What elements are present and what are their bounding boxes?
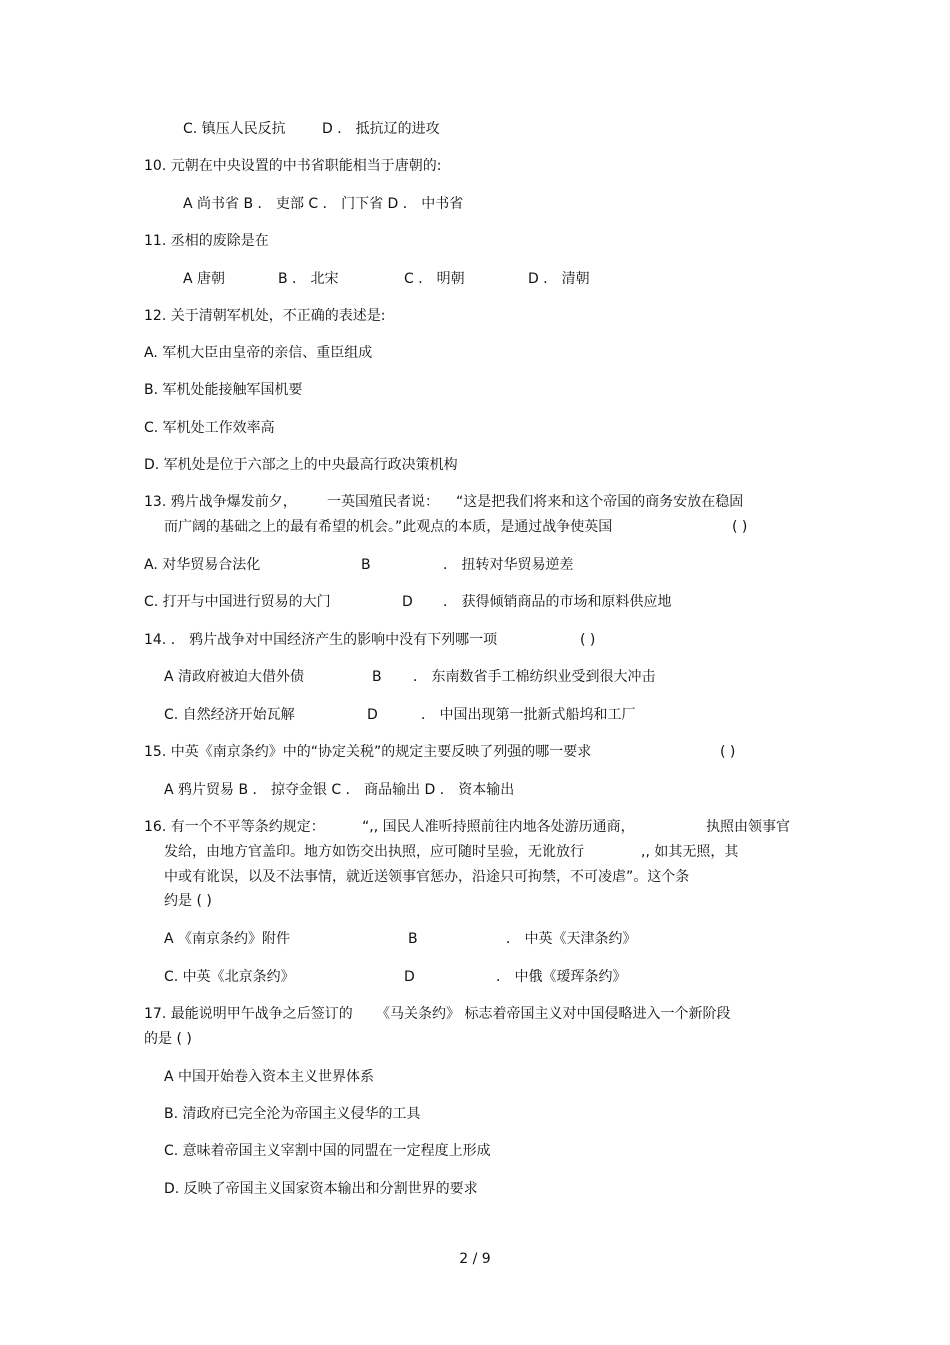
option-d-prev: D ． 抵抗辽的进攻 bbox=[322, 121, 440, 137]
question-13-option-d-letter: D bbox=[402, 594, 413, 610]
question-16-line-4: 约是 ( ) bbox=[164, 893, 212, 909]
question-14: 14. ． 鸦片战争对中国经济产生的影响中没有下列哪一项 bbox=[144, 632, 498, 648]
question-16-part-3: 执照由领事官 bbox=[706, 819, 790, 835]
question-14-answer-blank: ( ) bbox=[580, 632, 596, 648]
question-16-option-d-letter: D bbox=[404, 969, 415, 985]
question-16-line-3: 中或有讹误，以及不法事情，就近送领事官惩办，沿途只可拘禁，不可凌虐”。这个条 bbox=[164, 869, 690, 885]
question-11: 11. 丞相的废除是在 bbox=[144, 233, 269, 249]
option-c-prev: C. 镇压人民反抗 bbox=[183, 121, 286, 137]
question-13-part-1: 13. 鸦片战争爆发前夕， bbox=[144, 494, 297, 510]
question-16-option-b: ． 中英《天津条约》 bbox=[506, 931, 637, 947]
question-14-option-a: A 清政府被迫大借外债 bbox=[164, 669, 305, 685]
question-10: 10. 元朝在中央设置的中书省职能相当于唐朝的: bbox=[144, 158, 442, 174]
question-12: 12. 关于清朝军机处，不正确的表述是: bbox=[144, 308, 386, 324]
question-17-part-1: 17. 最能说明甲午战争之后签订的 bbox=[144, 1006, 353, 1022]
question-14-option-c: C. 自然经济开始瓦解 bbox=[164, 707, 295, 723]
question-15-options: A 鸦片贸易 B ． 掠夺金银 C ． 商品输出 D ． 资本输出 bbox=[164, 782, 515, 798]
question-12-option-d: D. 军机处是位于六部之上的中央最高行政决策机构 bbox=[144, 457, 458, 473]
question-17-option-c: C. 意味着帝国主义宰割中国的同盟在一定程度上形成 bbox=[164, 1143, 491, 1159]
question-11-option-b: B ． 北宋 bbox=[278, 271, 339, 287]
question-13-part-2: 一英国殖民者说： bbox=[327, 494, 439, 510]
question-13-option-d: ． 获得倾销商品的市场和原料供应地 bbox=[443, 594, 672, 610]
question-10-options: A 尚书省 B ． 吏部 C ． 门下省 D ． 中书省 bbox=[183, 196, 464, 212]
question-17-part-2: 《马关条约》 标志着帝国主义对中国侵略进入一个新阶段 bbox=[376, 1006, 731, 1022]
question-17-option-d: D. 反映了帝国主义国家资本输出和分割世界的要求 bbox=[164, 1181, 478, 1197]
question-16-option-b-letter: B bbox=[408, 931, 418, 947]
question-14-option-b-letter: B bbox=[372, 669, 382, 685]
question-16-part-2: “,, 国民人准听持照前往内地各处游历通商， bbox=[362, 819, 635, 835]
question-13-answer-blank: ( ) bbox=[732, 519, 748, 535]
question-13-option-a: A. 对华贸易合法化 bbox=[144, 557, 261, 573]
question-12-option-b: B. 军机处能接触军国机要 bbox=[144, 382, 303, 398]
question-13-line-2: 而广阔的基础之上的最有希望的机会。”此观点的本质，是通过战争使英国 bbox=[164, 519, 613, 535]
question-16-option-c: C. 中英《北京条约》 bbox=[164, 969, 295, 985]
question-15-answer-blank: ( ) bbox=[720, 744, 736, 760]
question-11-option-c: C ． 明朝 bbox=[404, 271, 465, 287]
question-13-part-3: “这是把我们将来和这个帝国的商务安放在稳固 bbox=[456, 494, 744, 510]
question-13-option-b-letter: B bbox=[361, 557, 371, 573]
question-14-option-d-letter: D bbox=[367, 707, 378, 723]
question-17-option-a: A 中国开始卷入资本主义世界体系 bbox=[164, 1069, 375, 1085]
question-11-option-d: D ． 清朝 bbox=[528, 271, 590, 287]
question-12-option-c: C. 军机处工作效率高 bbox=[144, 420, 275, 436]
question-12-option-a: A. 军机大臣由皇帝的亲信、重臣组成 bbox=[144, 345, 373, 361]
question-14-option-b: ． 东南数省手工棉纺织业受到很大冲击 bbox=[413, 669, 656, 685]
question-17-option-b: B. 清政府已完全沦为帝国主义侵华的工具 bbox=[164, 1106, 421, 1122]
question-15: 15. 中英《南京条约》中的“协定关税”的规定主要反映了列强的哪一要求 bbox=[144, 744, 592, 760]
question-16-part-1: 16. 有一个不平等条约规定： bbox=[144, 819, 325, 835]
question-14-option-d: ． 中国出现第一批新式船坞和工厂 bbox=[421, 707, 636, 723]
question-13-option-b: ． 扭转对华贸易逆差 bbox=[443, 557, 574, 573]
question-16-option-d: ． 中俄《瑷珲条约》 bbox=[496, 969, 627, 985]
question-13-option-c: C. 打开与中国进行贸易的大门 bbox=[144, 594, 331, 610]
question-11-option-a: A 唐朝 bbox=[183, 271, 226, 287]
page-number: 2 / 9 bbox=[459, 1251, 491, 1267]
question-16-line-2b: ,, 如其无照，其 bbox=[641, 844, 739, 860]
question-16-line-2a: 发给，由地方官盖印。地方如饬交出执照，应可随时呈验，无讹放行 bbox=[164, 844, 584, 860]
question-16-option-a: A 《南京条约》附件 bbox=[164, 931, 291, 947]
question-17-line-2: 的是 ( ) bbox=[144, 1031, 192, 1047]
